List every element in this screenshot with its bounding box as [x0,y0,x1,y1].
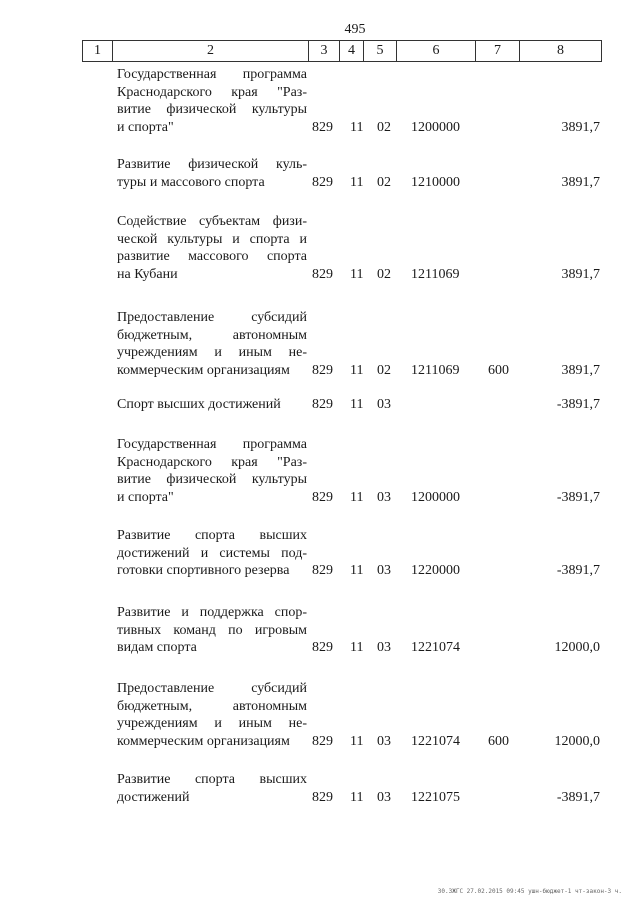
cell-c3: 829 [312,733,333,749]
cell-c6: 1221074 [411,733,460,749]
description-line: Развитие физической куль- [117,157,307,172]
cell-c6: 1200000 [411,489,460,505]
description-line: Предоставление субсидий [117,681,307,696]
cell-c3: 829 [312,397,333,412]
description-line: и спорта" [117,119,174,135]
cell-c8: -3891,7 [556,563,600,578]
row-description [117,66,307,136]
table-row [0,66,640,136]
row-description [117,680,307,750]
cell-c3: 829 [312,362,333,378]
description-line: готовки спортивного резерва [117,563,290,578]
header-col-8: 8 [519,41,602,61]
cell-c3: 829 [312,789,333,805]
description-line: достижений и системы под- [117,545,307,561]
cell-c4: 11 [350,733,364,749]
cell-c8: 12000,0 [554,640,600,655]
header-col-1: 1 [82,41,112,61]
cell-c5: 03 [377,733,391,749]
cell-c7: 600 [488,362,509,378]
cell-c3: 829 [312,563,333,578]
table-row [0,527,640,580]
description-line: Краснодарского края "Раз- [117,454,307,470]
table-row [0,396,640,414]
description-line: коммерческим организациям [117,733,290,749]
row-description [117,527,307,580]
header-col-3: 3 [308,41,339,61]
row-description [117,213,307,283]
cell-c7: 600 [488,733,509,749]
cell-c5: 03 [377,789,391,805]
description-line: Краснодарского края "Раз- [117,84,307,100]
row-description [117,604,307,657]
table-header [82,40,602,62]
cell-c8: -3891,7 [556,489,600,505]
description-line: развитие массового спорта [117,249,307,264]
cell-c4: 11 [350,174,364,190]
table-row [0,680,640,750]
cell-c8: 3891,7 [561,119,600,135]
cell-c5: 03 [377,563,391,578]
table-row [0,309,640,379]
row-description [117,771,307,806]
table-row [0,156,640,191]
cell-c4: 11 [350,397,364,412]
header-col-5: 5 [363,41,396,61]
cell-c8: 12000,0 [554,733,600,749]
header-col-2: 2 [112,41,308,61]
description-line: коммерческим организациям [117,362,290,378]
header-col-7: 7 [475,41,519,61]
table-row [0,604,640,657]
cell-c8: -3891,7 [556,397,600,412]
cell-c8: 3891,7 [561,174,600,190]
cell-c5: 02 [377,174,391,190]
description-line: на Кубани [117,266,178,282]
cell-c3: 829 [312,266,333,282]
description-line: Развитие спорта высших [117,528,307,543]
cell-c6: 1211069 [411,362,460,378]
cell-c3: 829 [312,119,333,135]
cell-c3: 829 [312,640,333,655]
cell-c8: 3891,7 [561,266,600,282]
cell-c4: 11 [350,640,364,655]
cell-c4: 11 [350,489,364,505]
header-col-6: 6 [396,41,475,61]
description-line: туры и массового спорта [117,174,265,190]
description-line: Развитие спорта высших [117,772,307,787]
row-description [117,396,307,414]
description-line: видам спорта [117,640,197,655]
description-line: Государственная программа [117,67,307,82]
cell-c6: 1211069 [411,266,460,282]
page-number: 495 [344,22,366,37]
row-description [117,436,307,506]
cell-c5: 03 [377,489,391,505]
description-line: ческой культуры и спорта и [117,231,307,247]
table-row [0,213,640,283]
description-line: Государственная программа [117,437,307,452]
description-line: Спорт высших достижений [117,397,281,412]
cell-c5: 03 [377,397,391,412]
cell-c5: 02 [377,362,391,378]
cell-c6: 1210000 [411,174,460,190]
row-description [117,309,307,379]
cell-c8: 3891,7 [561,362,600,378]
cell-c3: 829 [312,489,333,505]
cell-c6: 1220000 [411,563,460,578]
cell-c8: -3891,7 [556,789,600,805]
cell-c6: 1200000 [411,119,460,135]
cell-c3: 829 [312,174,333,190]
description-line: учреждениям и иным не- [117,345,307,360]
description-line: бюджетным, автономным [117,327,307,343]
row-description [117,156,307,191]
cell-c4: 11 [350,789,364,805]
description-line: учреждениям и иным не- [117,716,307,731]
description-line: витие физической культуры [117,472,307,487]
cell-c4: 11 [350,563,364,578]
header-col-4: 4 [339,41,363,61]
description-line: Содействие субъектам физи- [117,214,307,229]
description-line: достижений [117,789,190,805]
description-line: витие физической культуры [117,102,307,117]
description-line: Развитие и поддержка спор- [117,605,307,620]
table-row [0,436,640,506]
cell-c4: 11 [350,119,364,135]
description-line: Предоставление субсидий [117,310,307,325]
description-line: тивных команд по игровым [117,622,307,638]
cell-c5: 02 [377,119,391,135]
cell-c4: 11 [350,266,364,282]
description-line: и спорта" [117,489,174,505]
footer-stamp: 30.3ЖГС 27.02.2015 09:45 ушн-бюджет-1 чт-закон-3 ч. [437,888,622,895]
description-line: бюджетным, автономным [117,698,307,714]
cell-c5: 02 [377,266,391,282]
cell-c4: 11 [350,362,364,378]
cell-c6: 1221074 [411,640,460,655]
cell-c6: 1221075 [411,789,460,805]
cell-c5: 03 [377,640,391,655]
table-row [0,771,640,806]
